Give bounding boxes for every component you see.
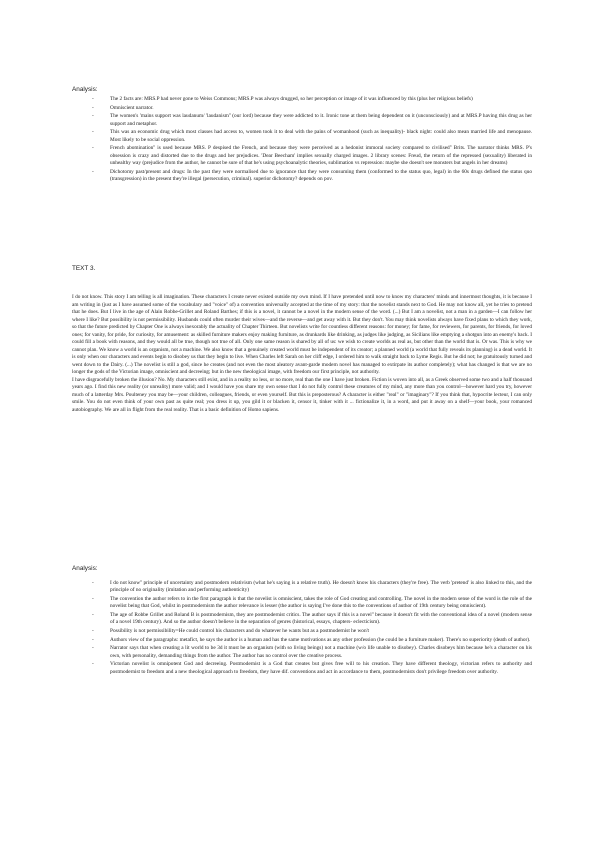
analysis-2-block (72, 580, 532, 677)
list-item: - The 2 facts are: MRS.P had never gone to Weiss Commons; MRS.P was always drugged, so her perception or image of it was influenced by this (plus her religious beliefs) (92, 96, 473, 102)
list-item: - Dichotomy past/present and drugs: In the past they were normalised due to ignorance that they were consuming them (conformed to the status quo, legal) in the 60s drugs defined the status quo (transgression) in the present they're illegal (persecution, criminal). superior dichotomy? depends on pov. (92, 168, 532, 182)
section-heading-text-3: TEXT 3. (72, 265, 96, 272)
section-heading-analysis-2: Analysis: (72, 565, 98, 572)
list-item: - Possibility is not permissibility=He could control his characters and do whatever he wants but as a postmodernist he won't (92, 628, 370, 634)
list-item: - French abomination'' is used because MRS. P despised the French, and because they were perceived as a hedonist immoral society compared to civilised'' Brits. The narrator thinks MRS. P's obsession is crazy and distorted due to the drugs and her prejudices. 'Dear Beecham' implies sexually charged images. 2 library scenes: Freud, the return of the repressed (sexuality) liberated in unhealthy way (prejudice from the author, he cannot be sure of that he's using psychoanalytic theories, sublimation vs repression: maybe she doesn't see monsters but angels in her dreams) (92, 145, 532, 166)
list-item: - I do not know'' principle of uncertainty and postmodern relativism (what he's saying is a relative truth). He doesn't know his characters (they're free). The verb 'pretend' is also linked to this, and the principle of no originality (imitation and performing authenticity) (92, 580, 532, 594)
list-item: - Victorian novelist is omnipotent God and decreeing. Postmodernist is a God that creates but gives free will to his creation. They have different theology, victorian refers to authority and postmodernist to freedom and a new theological approach to freedom, they have dif. conventions and act in accordance to them, postmodernists don't privilege freedom over authority. (92, 661, 532, 675)
list-item: - The convention the author refers to in the first paragraph is that the novelist is omniscient, takes the role of God creating and controlling. The novel in the modern sense of the word is the role of the novelist being that God, whilst in postmodernism the author relevance is lesser (the author is saying I've done this to the conventions of author of 19th century being omniscient). (92, 596, 532, 610)
analysis-1-list (72, 96, 532, 183)
list-item: - Omniscient narrator. (92, 104, 154, 111)
analysis-2-list (72, 580, 532, 676)
list-item: - Narrator says that when creating a lit world to be 3d it must be an organism (with so living beings) not a machine (w/o life unable to disobey). Charles disobeys him because he's a character on his own, with personality, demanding things from the author. The author has no control over the creative process. (92, 645, 532, 659)
section-heading-analysis-1: Analysis: (72, 86, 98, 93)
list-item: - This was an economic drug which most classes had access to, women took it to deal with the pains of womanhood (such as inequality)- black night: could also mean married life and menopause. Most likely to be social oppression. (92, 129, 532, 143)
list-item: - The women's 'mains support was laudanum/ 'laudanism'' (our lord) because they were addicted to it. Ironic tone at them being dependent on it (unconsciously) and at MRS.P having this drug as her support and metaphor. (92, 113, 532, 127)
list-item: - The age of Robbe Grillet and Roland B is postmodernism, they are postmodernist critics. The author says if this is a novel'' because it doesn't fit with the conventional idea of a novel (modern sense of a novel 19th century). And so the author doesn't believe in the separation of genres (historical, essays, chapters- eclecticism). (92, 612, 532, 626)
text-3-block (72, 294, 532, 414)
text-3-paragraph-2: I have disgracefully broken the illusion? No. My characters still exist, and in a reality no less, or no more, real than the one I have just broken. Fiction is woven into all, as a Greek observed some two and a half thousand years ago. I find this new reality (or unreality) more valid; and I would have you share my own sense that I do not fully control these creatures of my mind, any more than you control—however hard you try, however much of a latterday Mrs. Poulteney you may be—your children, colleagues, friends, or even yourself. But this is preposterous? A character is either "real" or "imaginary"? If you think that, hypocrite lecteur, I can only smile. You do not even think of your own past as quite real; you dress it up, you gild it or blacken it, censor it, tinker with it ... fictionalize it, in a word, and put it away on a shelf—your book, your romanced autobiography. We are all in flight from the real reality. That is a basic definition of Homo sapiens. (72, 376, 532, 413)
analysis-1-block (72, 96, 532, 185)
text-3-paragraph-1: I do not know. This story I am telling is all imagination. These characters I create never existed outside my own mind. If I have pretended until now to know my characters' minds and innermost thoughts, it is because I am writing in (just as I have assumed some of the vocabulary and "voice" of) a convention universally accepted at the time of my story: that the novelist stands next to God. He may not know all, yet he tries to pretend that he does. But I live in the age of Alain Robbe-Grillet and Roland Barthes; if this is a novel, it cannot be a novel in the modern sense of the word. (...) But I am a novelist, not a man in a garden—I can follow her where I like? But possibility is not permissibility. Husbands could often murder their wives—and the reverse—and get away with it. But they don't. You may think novelists always have fixed plans to which they work, so that the future predicted by Chapter One is always inexorably the actuality of Chapter Thirteen. But novelists write for countless different reasons: for money; for fame, for reviewers, for parents, for friends, for loved ones; for vanity, for pride, for curiosity, for amusement: as skilled furniture makers enjoy making furniture, as drunkards like drinking, as judges like judging, as Sicilians like emptying a shotgun into an enemy's back. I could fill a book with reasons, and they would all be true, though not true of all. Only one same reason is shared by all of us: we wish to create worlds as real as, but other than the world that is. Or was. This is why we cannot plan. We know a world is an organism, not a machine. We also know that a genuinely created world must be independent of its creator; a planned world (a world that fully reveals its planning) is a dead world. It is only when our characters and events begin to disobey us that they begin to live. When Charles left Sarah on her cliff edge, I ordered him to walk straight back to Lyme Regis. But he did not; he gratuitously turned and went down to the Dairy. (...) The novelist is still a god, since he creates (and not even the most aleatory avant-garde modern novel has managed to extirpate its author completely); what has changed is that we are no longer the gods of the Victorian image, omniscient and decreeing; but in the new theological image, with freedom our first principle, not authority. (72, 294, 532, 375)
list-item: - Authors view of the paragraphs: metafict, he says the author is a human and has the same motivations as any other profession (he could be a furniture maker). There's no superiority (death of author). (92, 636, 531, 643)
